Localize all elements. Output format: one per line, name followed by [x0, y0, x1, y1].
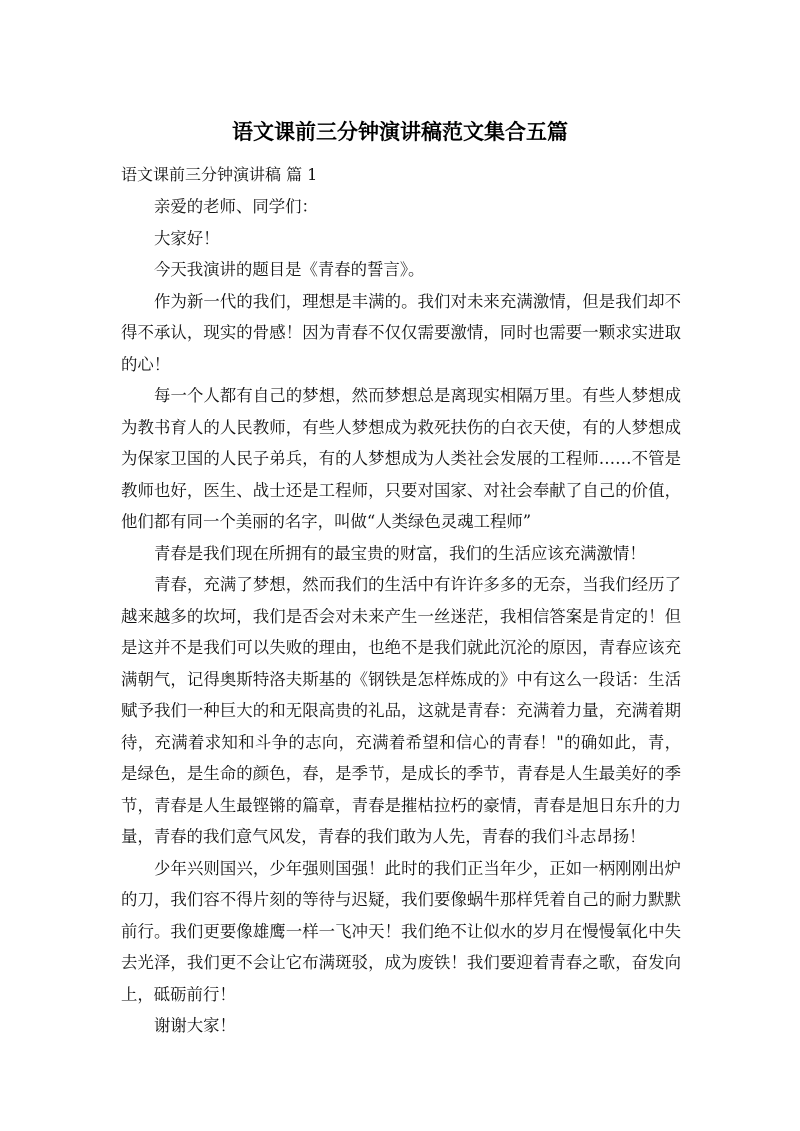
paragraph-youth-treasure: 青春是我们现在所拥有的最宝贵的财富，我们的生活应该充满激情！	[154, 543, 646, 563]
section-heading: 语文课前三分钟演讲稿 篇 1	[121, 165, 318, 184]
document-body	[121, 191, 681, 1042]
paragraph-topic: 今天我演讲的题目是《青春的誓言》。	[154, 260, 425, 279]
paragraph-youth-dreams: 青春，充满了梦想，然而我们的生活中有许许多多的无奈，当我们经历了越来越多的坎坷，我们是否会对未来产生一丝迷茫，我相信答案是肯定的！但是这并不是我们可以失败的理由，也绝不是我们就此沉沦的原因，青春应该充满朝气，记得奥斯特洛夫斯基的《钢铁是怎样炼成的》中有这么一段话：生活赋予我们一种巨大的和无限高贵的礼品，这就是青春：充满着力量，充满着期待，充满着求知和斗争的志向，充满着希望和信心的青春！"的确如此，青，是绿色，是生命的颜色，春，是季节，是成长的季节，青春是人生最美好的季节，青春是人生最铿锵的篇章，青春是摧枯拉朽的豪情，青春是旭日东升的力量，青春的我们意气风发，青春的我们敢为人先，青春的我们斗志昂扬！	[121, 575, 681, 846]
paragraph-dreams: 每一个人都有自己的梦想，然而梦想总是离现实相隔万里。有些人梦想成为教书育人的人民教师，有些人梦想成为救死扶伤的白衣天使，有的人梦想成为保家卫国的人民子弟兵，有的人梦想成为人类社会发展的工程师……不管是教师也好，医生、战士还是工程师，只要对国家、对社会奉献了自己的价值，他们都有同一个美丽的名字，叫做“人类绿色灵魂工程师”	[121, 386, 681, 531]
paragraph-hello: 大家好！	[154, 228, 220, 248]
paragraph-ideals: 作为新一代的我们，理想是丰满的。我们对未来充满激情，但是我们却不得不承认，现实的骨感！因为青春不仅仅需要激情，同时也需要一颗求实进取的心！	[121, 291, 681, 374]
paragraph-greeting: 亲爱的老师、同学们：	[154, 197, 318, 216]
paragraph-youth-nation: 少年兴则国兴，少年强则国强！此时的我们正当年少，正如一柄刚刚出炉的刀，我们容不得片刻的等待与迟疑，我们要像蜗牛那样凭着自己的耐力默默前行。我们更要像雄鹰一样一飞冲天！我们绝不让似水的岁月在慢慢氧化中失去光泽，我们更不会让它布满斑驳，成为废铁！我们要迎着青春之歌，奋发向上，砥砺前行！	[121, 858, 681, 1004]
document-title: 语文课前三分钟演讲稿范文集合五篇	[232, 120, 568, 144]
paragraph-thanks: 谢谢大家！	[154, 1016, 236, 1035]
